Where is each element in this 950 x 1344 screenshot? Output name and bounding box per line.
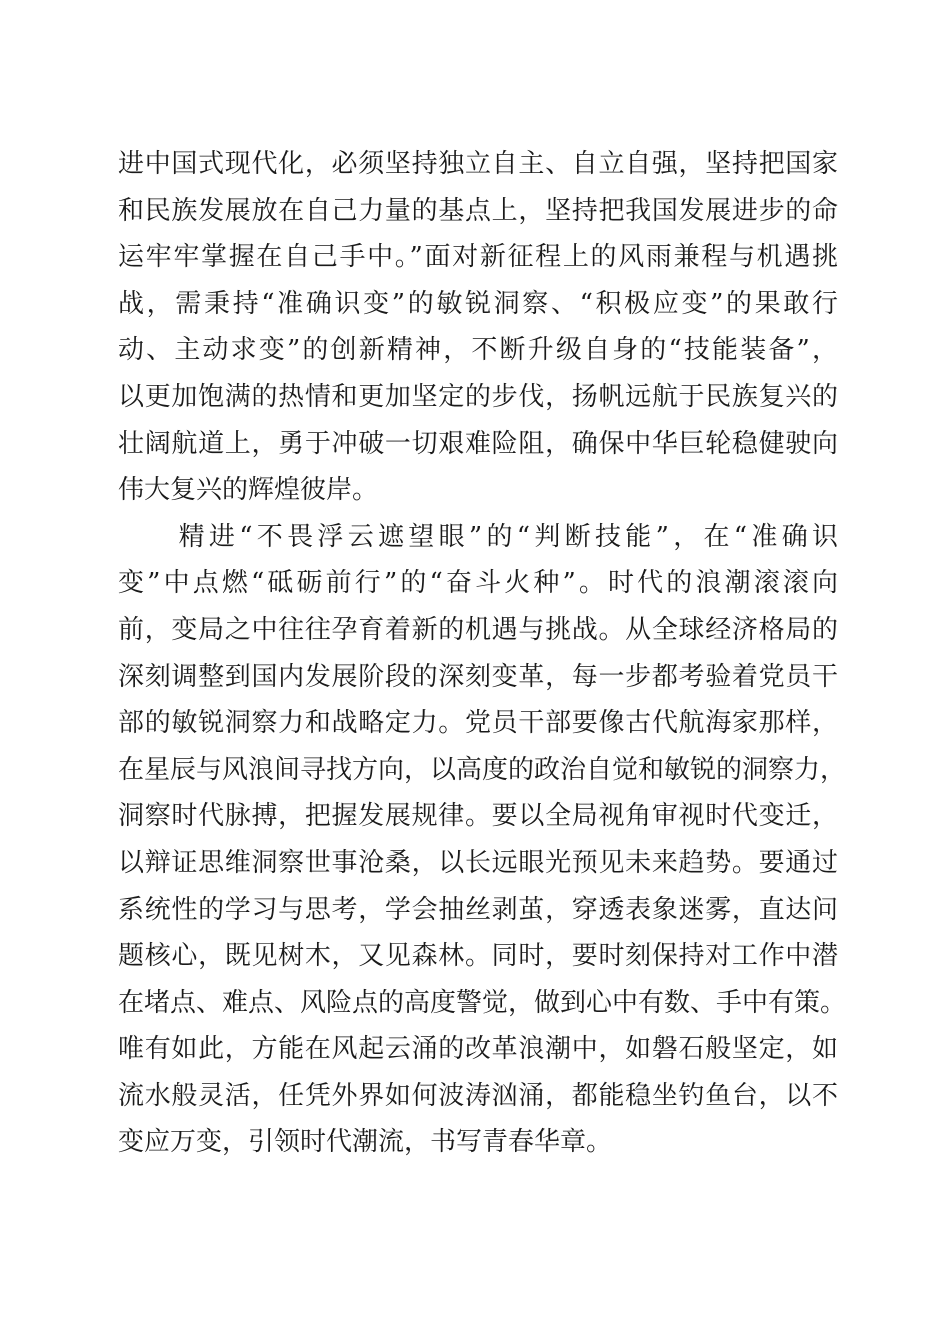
paragraph-line: 壮阔航道上，勇于冲破一切艰难险阻，确保中华巨轮稳健驶向	[118, 428, 838, 459]
paragraph-line: 唯有如此，方能在风起云涌的改革浪潮中，如磐石般坚定，如	[118, 1034, 838, 1065]
document-body	[118, 141, 847, 1166]
paragraph-line: 深刻调整到国内发展阶段的深刻变革，每一步都考验着党员干	[118, 661, 838, 692]
paragraph-2	[118, 514, 847, 1166]
paragraph-line: 系统性的学习与思考，学会抽丝剥茧，穿透表象迷雾，直达问	[118, 894, 838, 925]
paragraph-1	[118, 141, 838, 514]
paragraph-line: 以辩证思维洞察世事沧桑，以长远眼光预见未来趋势。要通过	[118, 847, 838, 878]
paragraph-line: 以更加饱满的热情和更加坚定的步伐，扬帆远航于民族复兴的	[118, 381, 838, 412]
paragraph-line: 题核心，既见树木，又见森林。同时，要时刻保持对工作中潜	[118, 941, 838, 972]
paragraph-line: 部的敏锐洞察力和战略定力。党员干部要像古代航海家那样，	[118, 708, 838, 739]
paragraph-line: 在堵点、难点、风险点的高度警觉，做到心中有数、手中有策。	[118, 987, 847, 1018]
paragraph-line: 流水般灵活，任凭外界如何波涛汹涌，都能稳坐钓鱼台，以不	[118, 1080, 838, 1111]
paragraph-line: 动、主动求变”的创新精神，不断升级自身的“技能装备”，	[118, 335, 838, 366]
paragraph-line: 精进“不畏浮云遮望眼”的“判断技能”，在“准确识	[118, 521, 838, 552]
paragraph-line: 在星辰与风浪间寻找方向，以高度的政治自觉和敏锐的洞察力，	[118, 754, 847, 785]
paragraph-line: 变应万变，引领时代潮流，书写青春华章。	[118, 1127, 613, 1158]
paragraph-line: 运牢牢掌握在自己手中。”面对新征程上的风雨兼程与机遇挑	[118, 242, 838, 273]
paragraph-line: 变”中点燃“砥砺前行”的“奋斗火种”。时代的浪潮滚滚向	[118, 568, 838, 599]
paragraph-line: 伟大复兴的辉煌彼岸。	[118, 475, 379, 506]
paragraph-line: 战，需秉持“准确识变”的敏锐洞察、“积极应变”的果敢行	[118, 288, 838, 319]
paragraph-line: 进中国式现代化，必须坚持独立自主、自立自强，坚持把国家	[118, 149, 838, 179]
paragraph-line: 前，变局之中往往孕育着新的机遇与挑战。从全球经济格局的	[118, 614, 838, 645]
paragraph-line: 和民族发展放在自己力量的基点上，坚持把我国发展进步的命	[118, 195, 838, 226]
paragraph-line: 洞察时代脉搏，把握发展规律。要以全局视角审视时代变迁，	[118, 801, 838, 832]
